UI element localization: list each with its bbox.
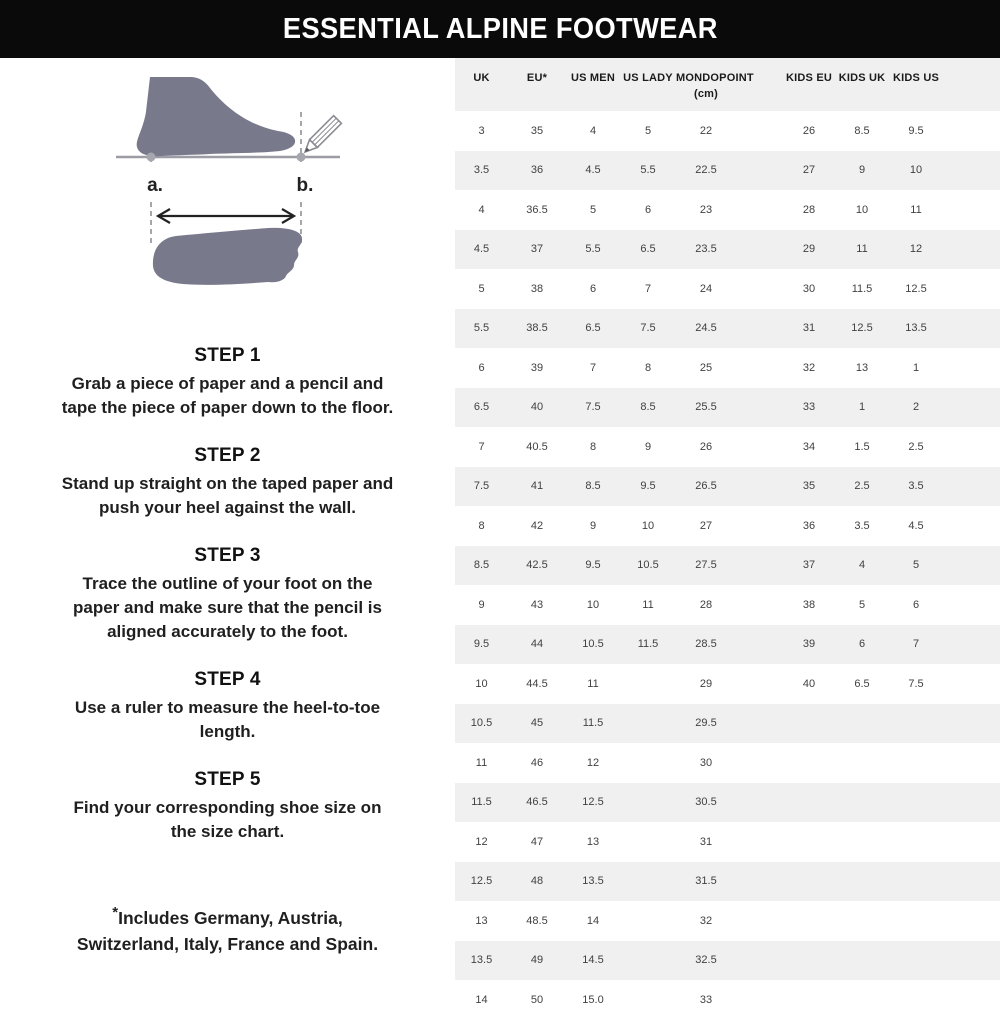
col-header-uk: UK [473, 72, 490, 84]
col-header-mondopoint: MONDOPOINT (cm) [676, 72, 754, 100]
pencil-icon [301, 116, 341, 156]
table-cell: 23.5 [695, 243, 717, 256]
step-3-body: Trace the outline of your foot on the paper and make sure that the pencil is aligned accurately to the foot. [73, 574, 382, 641]
table-cell: 48 [530, 875, 544, 888]
col-header-kids-eu: KIDS EU [785, 72, 833, 84]
table-cell: 27 [699, 519, 713, 532]
step-5 [0, 769, 455, 844]
table-cell: 11 [587, 677, 599, 690]
table-cell: 12.5 [851, 322, 873, 335]
table-cell: 9.5 [640, 480, 656, 493]
table-cell: 7.5 [908, 677, 924, 690]
table-cell: 24 [699, 282, 713, 295]
table-cell: 42.5 [526, 559, 548, 572]
table-cell: 4 [478, 203, 485, 216]
table-cell: 30 [699, 756, 713, 769]
table-cell: 10.5 [470, 717, 493, 730]
table-row [455, 546, 1000, 586]
table-cell: 9.5 [473, 638, 490, 651]
step-4 [0, 669, 455, 744]
table-row [455, 862, 1000, 902]
step-4-body: Use a ruler to measure the heel-to-toe length. [74, 698, 381, 741]
size-table-body [455, 111, 1000, 1010]
table-cell: 37 [802, 559, 816, 572]
table-cell: 25 [699, 361, 713, 374]
table-cell: 4.5 [473, 243, 490, 256]
step-5-body: Find your corresponding shoe size on the size chart. [73, 798, 382, 841]
table-cell: 13 [855, 361, 869, 374]
table-cell: 1 [858, 401, 866, 414]
measurement-steps [0, 345, 455, 844]
table-cell: 11 [856, 243, 868, 256]
table-cell: 36 [802, 519, 816, 532]
table-row [455, 783, 1000, 823]
col-header-eu: EU* [526, 72, 548, 84]
table-cell: 14.5 [582, 954, 604, 967]
col-header-us-lady: US LADY [623, 72, 673, 84]
table-cell: 5 [478, 282, 485, 295]
size-table-header [455, 58, 1000, 111]
table-cell: 13.5 [905, 322, 927, 335]
table-row [455, 309, 1000, 349]
table-cell: 11.5 [637, 638, 659, 651]
table-cell: 11.5 [582, 717, 604, 730]
table-cell: 49 [530, 954, 544, 967]
step-3-title: STEP 3 [194, 545, 261, 566]
table-row [455, 506, 1000, 546]
step-1-body: Grab a piece of paper and a pencil and tape the piece of paper down to the floor. [61, 374, 394, 417]
step-2 [0, 445, 455, 520]
table-cell: 6.5 [473, 401, 490, 414]
footnote-text: Includes Germany, Austria, Switzerland, Italy, France and Spain. [76, 907, 379, 954]
table-row [455, 743, 1000, 783]
heel-label: a. [146, 175, 163, 196]
step-5-title: STEP 5 [194, 769, 261, 790]
table-cell: 6 [644, 203, 652, 216]
table-cell: 5 [589, 203, 597, 216]
eu-footnote [63, 900, 393, 957]
table-cell: 6 [912, 598, 920, 611]
table-cell: 3.5 [854, 519, 870, 532]
table-cell: 6.5 [640, 243, 656, 256]
table-cell: 3.5 [473, 164, 490, 177]
table-cell: 26.5 [695, 480, 717, 493]
table-cell: 9 [589, 519, 597, 532]
table-row [455, 901, 1000, 941]
table-cell: 10 [475, 677, 488, 690]
table-cell: 12 [586, 756, 600, 769]
table-cell: 22 [699, 124, 713, 137]
table-cell: 5.5 [640, 164, 656, 177]
table-cell: 34 [802, 440, 816, 453]
table-cell: 6.5 [585, 322, 601, 335]
table-cell: 31 [802, 322, 816, 335]
table-row [455, 585, 1000, 625]
table-cell: 7 [478, 440, 485, 453]
table-cell: 32 [699, 914, 713, 927]
col-header-us-men: US MEN [571, 72, 615, 84]
step-3 [0, 545, 455, 644]
table-row [455, 980, 1000, 1010]
table-cell: 8 [478, 519, 485, 532]
step-2-title: STEP 2 [194, 445, 261, 466]
table-cell: 48.5 [526, 914, 548, 927]
table-row [455, 348, 1000, 388]
table-cell: 7.5 [473, 480, 490, 493]
table-cell: 14 [475, 993, 488, 1006]
toe-label: b. [296, 175, 313, 196]
table-cell: 43 [530, 598, 544, 611]
table-cell: 7 [644, 282, 652, 295]
table-cell: 35 [530, 124, 544, 137]
table-cell: 8.5 [854, 124, 870, 137]
table-cell: 33 [802, 401, 816, 414]
table-cell: 40.5 [526, 440, 548, 453]
table-cell: 40 [530, 401, 544, 414]
toe-marker-dot [296, 153, 305, 162]
col-spacer [736, 72, 782, 111]
table-cell: 26 [802, 124, 816, 137]
table-cell: 38 [802, 598, 816, 611]
table-cell: 50 [530, 993, 544, 1006]
table-cell: 9 [478, 598, 485, 611]
table-cell: 4 [589, 124, 597, 137]
table-cell: 47 [530, 835, 544, 848]
table-cell: 13.5 [470, 954, 493, 967]
table-cell: 2.5 [854, 480, 870, 493]
table-cell: 8.5 [585, 480, 601, 493]
table-cell: 45 [530, 717, 544, 730]
table-cell: 33 [699, 993, 713, 1006]
table-cell: 36.5 [526, 203, 548, 216]
table-cell: 12.5 [470, 875, 493, 888]
table-cell: 6 [858, 638, 866, 651]
table-cell: 29 [699, 677, 713, 690]
col-header-kids-us: KIDS US [892, 72, 940, 84]
instructions-panel [0, 58, 455, 1010]
table-cell: 4.5 [908, 519, 924, 532]
table-row [455, 625, 1000, 665]
foot-measure-diagram [58, 70, 398, 320]
table-cell: 13 [586, 835, 600, 848]
table-cell: 5 [912, 559, 920, 572]
table-cell: 11.5 [851, 282, 873, 295]
table-cell: 32.5 [695, 954, 717, 967]
table-cell: 46.5 [526, 796, 548, 809]
table-cell: 13.5 [582, 875, 604, 888]
table-cell: 10 [641, 519, 655, 532]
table-cell: 10 [586, 598, 600, 611]
table-cell: 8 [644, 361, 652, 374]
table-cell: 31.5 [695, 875, 717, 888]
table-cell: 9.5 [908, 124, 924, 137]
table-row [455, 230, 1000, 270]
table-cell: 9 [858, 164, 866, 177]
table-cell: 5.5 [585, 243, 601, 256]
table-cell: 38 [530, 282, 544, 295]
table-cell: 1 [912, 361, 920, 374]
table-row [455, 151, 1000, 191]
step-4-title: STEP 4 [194, 669, 261, 690]
step-2-body: Stand up straight on the taped paper and push your heel against the wall. [61, 474, 394, 517]
table-cell: 4 [858, 559, 866, 572]
table-cell: 1.5 [854, 440, 870, 453]
table-cell: 13 [475, 914, 488, 927]
table-cell: 7.5 [585, 401, 601, 414]
table-row [455, 427, 1000, 467]
foot-top-icon [152, 228, 301, 285]
table-cell: 11 [475, 756, 488, 769]
size-chart-table [455, 58, 1000, 1010]
table-row [455, 190, 1000, 230]
table-cell: 25.5 [695, 401, 717, 414]
table-cell: 9 [644, 440, 652, 453]
table-row [455, 664, 1000, 704]
table-cell: 41 [530, 480, 544, 493]
table-row [455, 388, 1000, 428]
table-cell: 5.5 [473, 322, 490, 335]
table-cell: 36 [530, 164, 544, 177]
footnote-asterisk: * [112, 904, 119, 921]
table-cell: 11 [642, 598, 654, 611]
table-cell: 39 [530, 361, 544, 374]
table-cell: 5 [858, 598, 866, 611]
table-cell: 7 [912, 638, 920, 651]
table-cell: 12 [475, 835, 488, 848]
step-1-title: STEP 1 [194, 345, 261, 366]
table-cell: 10 [909, 164, 923, 177]
table-cell: 12 [909, 243, 923, 256]
table-cell: 11.5 [471, 796, 492, 809]
table-cell: 28.5 [695, 638, 717, 651]
table-cell: 30.5 [695, 796, 717, 809]
table-row [455, 111, 1000, 151]
table-cell: 10 [855, 203, 869, 216]
table-cell: 2.5 [908, 440, 924, 453]
table-cell: 28 [802, 203, 816, 216]
table-cell: 8 [589, 440, 597, 453]
page-title: ESSENTIAL ALPINE FOOTWEAR [282, 12, 718, 45]
heel-marker-dot [146, 153, 155, 162]
table-cell: 44.5 [526, 677, 548, 690]
foot-side-icon [136, 77, 294, 156]
table-cell: 12.5 [582, 796, 604, 809]
table-cell: 8.5 [473, 559, 490, 572]
table-cell: 39 [802, 638, 816, 651]
measure-arrow-icon [158, 209, 294, 223]
table-cell: 27 [802, 164, 816, 177]
table-cell: 31 [699, 835, 713, 848]
table-cell: 29 [802, 243, 816, 256]
table-cell: 10.5 [582, 638, 604, 651]
table-cell: 44 [530, 638, 544, 651]
table-cell: 4.5 [585, 164, 601, 177]
table-cell: 30 [802, 282, 816, 295]
table-cell: 28 [699, 598, 713, 611]
col-header-kids-uk: KIDS UK [838, 72, 886, 84]
table-cell: 24.5 [695, 322, 717, 335]
table-cell: 12.5 [905, 282, 927, 295]
table-cell: 46 [530, 756, 544, 769]
table-cell: 37 [530, 243, 544, 256]
table-row [455, 704, 1000, 744]
table-cell: 14 [586, 914, 600, 927]
table-cell: 23 [699, 203, 713, 216]
table-row [455, 822, 1000, 862]
table-cell: 27.5 [695, 559, 717, 572]
step-1 [0, 345, 455, 420]
table-cell: 11 [910, 203, 922, 216]
table-cell: 15.0 [582, 993, 604, 1006]
table-cell: 10.5 [637, 559, 659, 572]
table-cell: 5 [644, 124, 652, 137]
title-banner [0, 0, 1000, 58]
table-cell: 22.5 [695, 164, 717, 177]
table-cell: 42 [530, 519, 544, 532]
table-row [455, 269, 1000, 309]
table-cell: 7 [589, 361, 597, 374]
table-cell: 2 [912, 401, 920, 414]
table-cell: 9.5 [585, 559, 601, 572]
table-row [455, 941, 1000, 981]
table-cell: 6 [478, 361, 485, 374]
table-cell: 8.5 [640, 401, 656, 414]
table-cell: 32 [802, 361, 816, 374]
table-cell: 6.5 [854, 677, 870, 690]
table-cell: 26 [699, 440, 713, 453]
table-cell: 29.5 [695, 717, 717, 730]
table-cell: 38.5 [526, 322, 548, 335]
table-cell: 7.5 [640, 322, 656, 335]
table-cell: 35 [802, 480, 816, 493]
table-row [455, 467, 1000, 507]
table-cell: 40 [802, 677, 816, 690]
table-cell: 3.5 [908, 480, 924, 493]
mondopoint-unit: (cm) [693, 88, 719, 100]
table-cell: 3 [478, 124, 485, 137]
table-cell: 6 [589, 282, 597, 295]
